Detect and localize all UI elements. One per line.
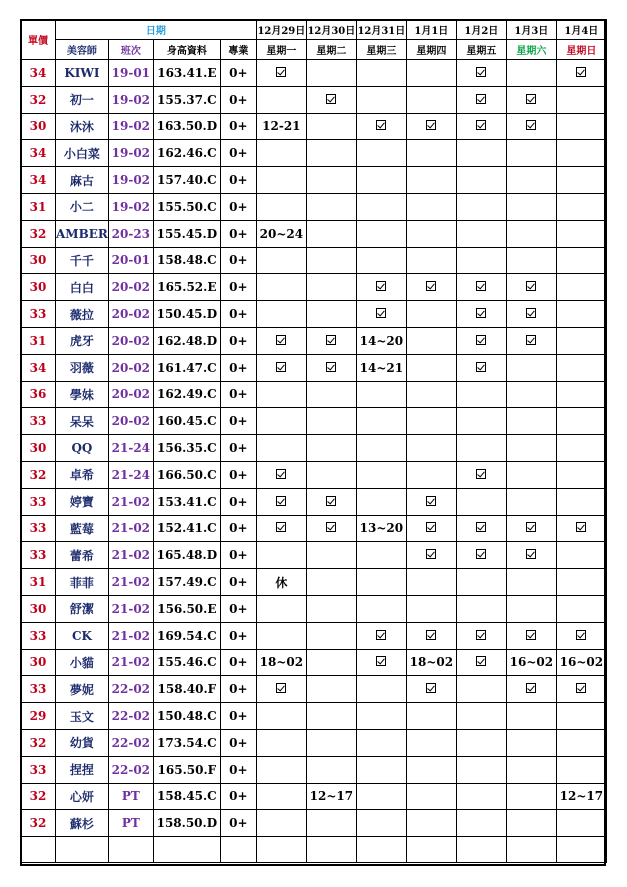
day-cell: 12-21: [256, 113, 306, 140]
date-header: 日期: [56, 20, 257, 40]
stylist-name-cell: 卓希: [56, 461, 109, 488]
specialty-header: 專業: [220, 40, 256, 60]
class-cell: 21-02: [108, 542, 153, 569]
specialty-cell: 0+: [220, 622, 256, 649]
body-data-cell: 155.46.C: [153, 649, 220, 676]
body-data-cell: 155.50.C: [153, 193, 220, 220]
price-cell: 33: [21, 756, 56, 783]
class-cell: PT: [108, 810, 153, 837]
weekday-cell: 星期一: [256, 40, 306, 60]
day-cell: 16~02: [556, 649, 606, 676]
stylist-name-cell: AMBER: [56, 220, 109, 247]
specialty-cell: 0+: [220, 703, 256, 730]
specialty-cell: 0+: [220, 569, 256, 596]
price-cell: 32: [21, 86, 56, 113]
body-data-cell: 158.48.C: [153, 247, 220, 274]
class-cell: 20-01: [108, 247, 153, 274]
class-cell: 20-23: [108, 220, 153, 247]
stylist-name-cell: 心妍: [56, 783, 109, 810]
class-cell: 19-02: [108, 193, 153, 220]
body-data-cell: 155.37.C: [153, 86, 220, 113]
specialty-cell: 0+: [220, 435, 256, 462]
price-cell: 34: [21, 167, 56, 194]
weekday-cell: 星期五: [456, 40, 506, 60]
price-cell: 33: [21, 301, 56, 328]
class-header: 班次: [108, 40, 153, 60]
price-cell: 34: [21, 60, 56, 87]
class-cell: 21-02: [108, 569, 153, 596]
specialty-cell: 0+: [220, 327, 256, 354]
day-cell: 12~17: [556, 783, 606, 810]
body-data-cell: 156.50.E: [153, 595, 220, 622]
specialty-cell: 0+: [220, 274, 256, 301]
specialty-cell: 0+: [220, 247, 256, 274]
specialty-cell: 0+: [220, 783, 256, 810]
body-data-cell: 150.45.D: [153, 301, 220, 328]
stylist-name-cell: 捏捏: [56, 756, 109, 783]
date-cell: 12月29日: [256, 20, 306, 40]
specialty-cell: 0+: [220, 515, 256, 542]
stylist-name-cell: 沐沐: [56, 113, 109, 140]
class-cell: 20-02: [108, 381, 153, 408]
weekday-cell: 星期二: [306, 40, 356, 60]
class-cell: 19-01: [108, 60, 153, 87]
price-cell: 30: [21, 247, 56, 274]
specialty-cell: 0+: [220, 167, 256, 194]
body-data-cell: 162.48.D: [153, 327, 220, 354]
body-data-cell: 153.41.C: [153, 488, 220, 515]
weekday-cell: 星期日: [556, 40, 606, 60]
date-cell: 1月4日: [556, 20, 606, 40]
specialty-cell: 0+: [220, 381, 256, 408]
price-cell: 31: [21, 193, 56, 220]
specialty-cell: 0+: [220, 86, 256, 113]
body-data-cell: 152.41.C: [153, 515, 220, 542]
price-cell: 33: [21, 542, 56, 569]
weekday-cell: 星期四: [406, 40, 456, 60]
body-data-cell: 165.48.D: [153, 542, 220, 569]
stylist-name-cell: 夢妮: [56, 676, 109, 703]
price-cell: 34: [21, 140, 56, 167]
class-cell: 20-02: [108, 354, 153, 381]
body-data-cell: 160.45.C: [153, 408, 220, 435]
date-cell: 12月30日: [306, 20, 356, 40]
specialty-cell: 0+: [220, 408, 256, 435]
body-data-cell: 158.50.D: [153, 810, 220, 837]
body-data-cell: 158.40.F: [153, 676, 220, 703]
specialty-cell: 0+: [220, 729, 256, 756]
stylist-name-cell: 舒潔: [56, 595, 109, 622]
stylist-name-cell: KIWI: [56, 60, 109, 87]
stylist-name-cell: 呆呆: [56, 408, 109, 435]
body-data-cell: 163.50.D: [153, 113, 220, 140]
stylist-name-cell: 玉文: [56, 703, 109, 730]
stylist-name-cell: CK: [56, 622, 109, 649]
page-border: [20, 19, 606, 866]
price-cell: 33: [21, 676, 56, 703]
day-cell: 休: [256, 569, 306, 596]
class-cell: 22-02: [108, 703, 153, 730]
price-cell: 36: [21, 381, 56, 408]
stylist-name-cell: 千千: [56, 247, 109, 274]
specialty-cell: 0+: [220, 461, 256, 488]
specialty-cell: 0+: [220, 60, 256, 87]
price-cell: 30: [21, 595, 56, 622]
stylist-name-cell: 麻古: [56, 167, 109, 194]
price-cell: 32: [21, 810, 56, 837]
price-cell: 33: [21, 515, 56, 542]
class-cell: 22-02: [108, 729, 153, 756]
specialty-cell: 0+: [220, 542, 256, 569]
day-cell: 13~20: [356, 515, 406, 542]
stylist-name-cell: 白白: [56, 274, 109, 301]
class-cell: 19-02: [108, 86, 153, 113]
specialty-cell: 0+: [220, 354, 256, 381]
day-cell: 14~21: [356, 354, 406, 381]
class-cell: 21-24: [108, 435, 153, 462]
body-data-cell: 157.49.C: [153, 569, 220, 596]
day-cell: 20~24: [256, 220, 306, 247]
day-cell: 16~02: [506, 649, 556, 676]
body-data-cell: 166.50.C: [153, 461, 220, 488]
class-cell: 21-02: [108, 515, 153, 542]
body-data-cell: 150.48.C: [153, 703, 220, 730]
specialty-cell: 0+: [220, 488, 256, 515]
stylist-name-cell: 薇拉: [56, 301, 109, 328]
stylist-name-cell: 藍莓: [56, 515, 109, 542]
specialty-cell: 0+: [220, 140, 256, 167]
body-data-cell: 165.50.F: [153, 756, 220, 783]
day-cell: 18~02: [406, 649, 456, 676]
stylist-name-cell: 小白菜: [56, 140, 109, 167]
body-data-cell: 165.52.E: [153, 274, 220, 301]
specialty-cell: 0+: [220, 649, 256, 676]
class-cell: 22-02: [108, 676, 153, 703]
price-cell: 32: [21, 461, 56, 488]
body-header: 身高資料: [153, 40, 220, 60]
specialty-cell: 0+: [220, 220, 256, 247]
body-data-cell: 156.35.C: [153, 435, 220, 462]
price-cell: 34: [21, 354, 56, 381]
class-cell: 21-02: [108, 595, 153, 622]
day-cell: 14~20: [356, 327, 406, 354]
price-header: 單價: [21, 20, 56, 60]
stylist-name-cell: 蘇杉: [56, 810, 109, 837]
price-cell: 32: [21, 220, 56, 247]
price-cell: 31: [21, 327, 56, 354]
stylist-name-cell: QQ: [56, 435, 109, 462]
stylist-name-cell: 學妹: [56, 381, 109, 408]
price-cell: 30: [21, 113, 56, 140]
class-cell: 20-02: [108, 274, 153, 301]
specialty-cell: 0+: [220, 595, 256, 622]
stylist-name-cell: 小二: [56, 193, 109, 220]
body-data-cell: 162.49.C: [153, 381, 220, 408]
class-cell: 22-02: [108, 756, 153, 783]
price-cell: 31: [21, 569, 56, 596]
price-cell: 33: [21, 622, 56, 649]
date-cell: 1月2日: [456, 20, 506, 40]
class-cell: PT: [108, 783, 153, 810]
weekday-cell: 星期六: [506, 40, 556, 60]
body-data-cell: 162.46.C: [153, 140, 220, 167]
specialty-cell: 0+: [220, 756, 256, 783]
price-cell: 32: [21, 783, 56, 810]
specialty-cell: 0+: [220, 810, 256, 837]
price-cell: 33: [21, 408, 56, 435]
stylist-name-cell: 菲菲: [56, 569, 109, 596]
stylist-name-cell: 初一: [56, 86, 109, 113]
day-cell: 18~02: [256, 649, 306, 676]
price-cell: 30: [21, 649, 56, 676]
date-cell: 1月3日: [506, 20, 556, 40]
stylist-name-cell: 婷寶: [56, 488, 109, 515]
body-data-cell: 157.40.C: [153, 167, 220, 194]
price-cell: 33: [21, 488, 56, 515]
class-cell: 20-02: [108, 327, 153, 354]
name-header: 美容師: [56, 40, 109, 60]
stylist-name-cell: 虎牙: [56, 327, 109, 354]
stylist-name-cell: 羽薇: [56, 354, 109, 381]
date-cell: 1月1日: [406, 20, 456, 40]
price-cell: 30: [21, 274, 56, 301]
class-cell: 21-02: [108, 488, 153, 515]
class-cell: 21-24: [108, 461, 153, 488]
specialty-cell: 0+: [220, 676, 256, 703]
date-cell: 12月31日: [356, 20, 406, 40]
body-data-cell: 173.54.C: [153, 729, 220, 756]
body-data-cell: 169.54.C: [153, 622, 220, 649]
specialty-cell: 0+: [220, 301, 256, 328]
class-cell: 20-02: [108, 408, 153, 435]
class-cell: 21-02: [108, 622, 153, 649]
class-cell: 19-02: [108, 113, 153, 140]
body-data-cell: 163.41.E: [153, 60, 220, 87]
price-cell: 30: [21, 435, 56, 462]
body-data-cell: 158.45.C: [153, 783, 220, 810]
body-data-cell: 161.47.C: [153, 354, 220, 381]
stylist-name-cell: 幼貨: [56, 729, 109, 756]
class-cell: 19-02: [108, 140, 153, 167]
body-data-cell: 155.45.D: [153, 220, 220, 247]
class-cell: 19-02: [108, 167, 153, 194]
stylist-name-cell: 小貓: [56, 649, 109, 676]
weekday-cell: 星期三: [356, 40, 406, 60]
specialty-cell: 0+: [220, 113, 256, 140]
specialty-cell: 0+: [220, 193, 256, 220]
price-cell: 29: [21, 703, 56, 730]
class-cell: 20-02: [108, 301, 153, 328]
stylist-name-cell: 蕾希: [56, 542, 109, 569]
day-cell: 12~17: [306, 783, 356, 810]
class-cell: 21-02: [108, 649, 153, 676]
price-cell: 32: [21, 729, 56, 756]
